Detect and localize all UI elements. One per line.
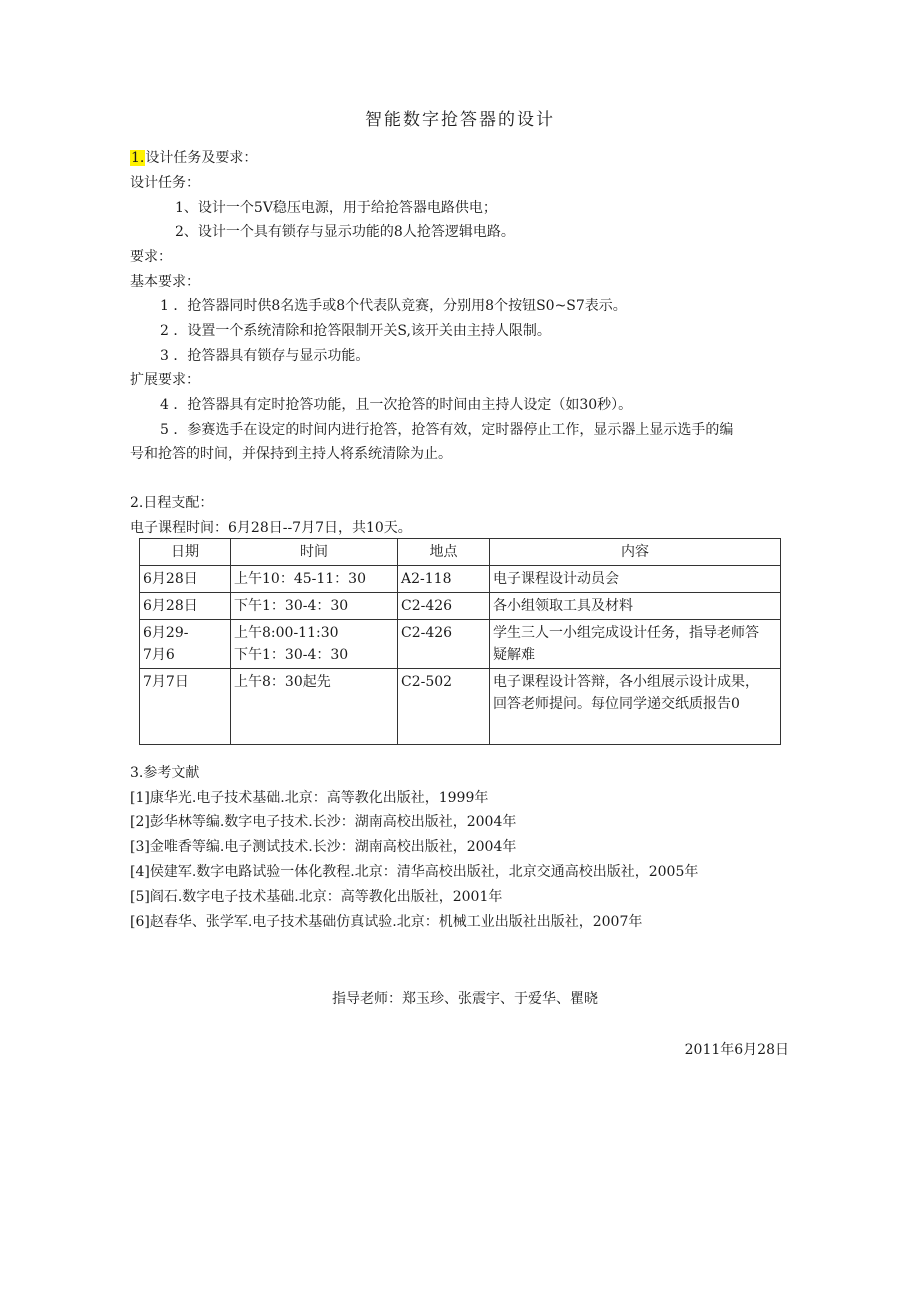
cell-date <box>140 669 231 745</box>
cell-content <box>490 566 781 593</box>
cell-place <box>398 593 490 620</box>
document-date: 2011年6月28日 <box>684 1042 789 1058</box>
reference-item: [1]康华光.电子技术基础.北京：高等教化出版社，1999年 <box>130 790 489 806</box>
cell-line: C2-502 <box>401 674 453 690</box>
section1-number: 1. <box>131 150 145 166</box>
schedule-intro: 电子课程时间：6月28日--7月7日，共10天。 <box>130 520 412 536</box>
schedule-table <box>139 538 781 745</box>
cell-line: 6月29- <box>143 625 189 641</box>
section1-heading <box>130 148 257 168</box>
cell-time <box>231 620 398 669</box>
requirements-label: 要求： <box>130 249 172 265</box>
cell-line: 7月6 <box>143 647 175 663</box>
cell-line: 下午1：30-4：30 <box>234 598 349 614</box>
section2-heading: 2.日程支配： <box>130 495 214 511</box>
table-row <box>140 669 781 745</box>
basic-requirement: 2 ．设置一个系统清除和抢答限制开关S,该开关由主持人限制。 <box>160 323 551 339</box>
header-place: 地点 <box>398 539 490 566</box>
cell-date <box>140 566 231 593</box>
extended-requirement: 5 ．参赛选手在设定的时间内进行抢答，抢答有效，定时器停止工作，显示器上显示选手的编 <box>160 422 734 438</box>
cell-line: 电子课程设计动员会 <box>493 571 619 587</box>
cell-place <box>398 620 490 669</box>
header-date: 日期 <box>140 539 231 566</box>
task-item: 2、设计一个具有锁存与显示功能的8人抢答逻辑电路。 <box>175 224 515 240</box>
cell-line: 上午8：30起先 <box>234 674 331 690</box>
basic-requirement: 1 ．抢答器同时供8名选手或8个代表队竞赛，分别用8个按钮S0~S7表示。 <box>160 298 627 314</box>
cell-line: C2-426 <box>401 598 453 614</box>
task-label: 设计任务： <box>130 175 200 191</box>
task-item: 1、设计一个5V稳压电源，用于给抢答器电路供电； <box>175 200 497 216</box>
page-title: 智能数字抢答器的设计 <box>365 110 555 130</box>
cell-content <box>490 593 781 620</box>
cell-line: 各小组领取工具及材料 <box>493 598 633 614</box>
table-header-row <box>140 539 781 566</box>
cell-line: C2-426 <box>401 625 453 641</box>
cell-line: 疑解难 <box>493 647 535 663</box>
cell-date <box>140 593 231 620</box>
header-content: 内容 <box>490 539 781 566</box>
table-row <box>140 566 781 593</box>
cell-date <box>140 620 231 669</box>
cell-line: 6月28日 <box>143 598 198 614</box>
section1-heading-text: 设计任务及要求： <box>145 150 258 166</box>
reference-item: [4]侯建军.数字电路试验一体化教程.北京：清华高校出版社，北京交通高校出版社，2005年 <box>130 864 699 880</box>
cell-line: 电子课程设计答辩，各小组展示设计成果， <box>493 674 759 690</box>
cell-content <box>490 669 781 745</box>
reference-item: [5]阎石.数字电子技术基础.北京：高等教化出版社，2001年 <box>130 889 503 905</box>
cell-line: A2-118 <box>401 571 452 587</box>
cell-line: 学生三人一小组完成设计任务，指导老师答 <box>493 625 759 641</box>
extended-requirement-continued: 号和抢答的时间，并保持到主持人将系统清除为止。 <box>130 446 452 462</box>
extended-requirements-label: 扩展要求： <box>130 372 200 388</box>
advisor-line: 指导老师：郑玉珍、张震宇、于爱华、瞿晓 <box>332 991 598 1007</box>
cell-time <box>231 669 398 745</box>
cell-content <box>490 620 781 669</box>
section3-heading: 3.参考文献 <box>130 765 200 781</box>
reference-item: [2]彭华林等编.数字电子技术.长沙：湖南高校出版社，2004年 <box>130 814 517 830</box>
basic-requirement: 3 ．抢答器具有锁存与显示功能。 <box>160 348 370 364</box>
reference-item: [3]金唯香等编.电子测试技术.长沙：湖南高校出版社，2004年 <box>130 839 517 855</box>
header-time: 时间 <box>231 539 398 566</box>
cell-line: 上午10：45-11：30 <box>234 571 366 587</box>
cell-place <box>398 566 490 593</box>
table-row <box>140 593 781 620</box>
cell-place <box>398 669 490 745</box>
basic-requirements-label: 基本要求： <box>130 274 200 290</box>
cell-time <box>231 566 398 593</box>
extended-requirement: 4 ．抢答器具有定时抢答功能，且一次抢答的时间由主持人设定（如30秒）。 <box>160 397 633 413</box>
cell-line: 6月28日 <box>143 571 198 587</box>
table-row <box>140 620 781 669</box>
cell-line: 上午8:00-11:30 <box>234 625 339 641</box>
cell-line: 下午1：30-4：30 <box>234 647 349 663</box>
reference-item: [6]赵春华、张学军.电子技术基础仿真试验.北京：机械工业出版社出版社，2007年 <box>130 914 643 930</box>
cell-time <box>231 593 398 620</box>
cell-line: 回答老师提问。每位同学递交纸质报告0 <box>493 696 740 712</box>
cell-line: 7月7日 <box>143 674 189 690</box>
